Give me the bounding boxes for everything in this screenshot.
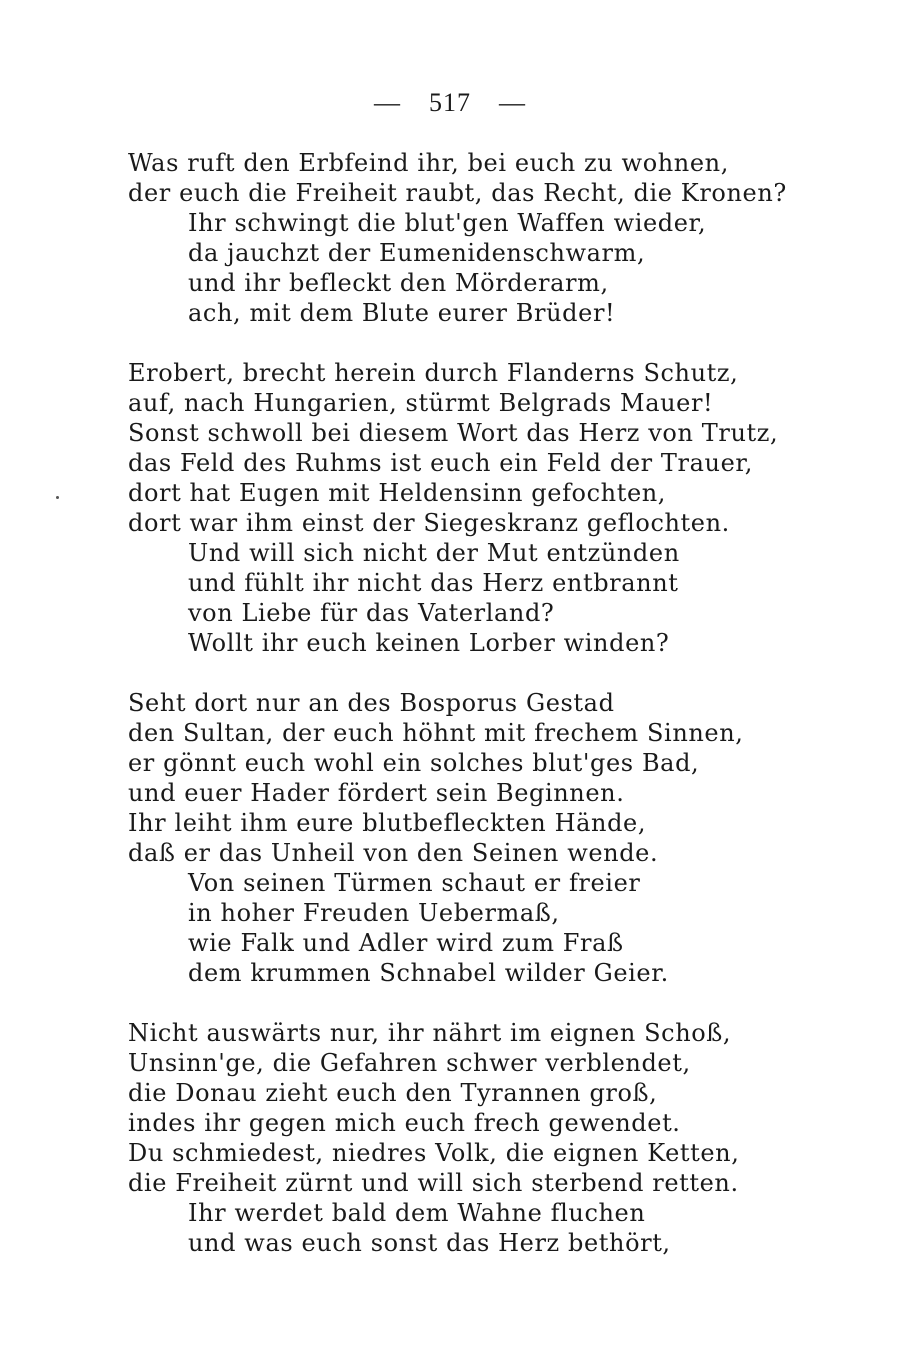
poem-body [128,148,788,1258]
verse-line: in hoher Freuden Uebermaß, [188,899,560,927]
verse-line: Du schmiedest, niedres Volk, die eignen Ketten, [128,1139,740,1167]
verse-line: da jauchzt der Eumenidenschwarm, [188,239,646,267]
verse-line: der euch die Freiheit raubt, das Recht, die Kronen? [128,179,787,207]
verse-line: Von seinen Türmen schaut er freier [188,869,641,897]
verse-line: ach, mit dem Blute eurer Brüder! [188,299,616,327]
verse-line: er gönnt euch wohl ein solches blut'ges Bad, [128,749,700,777]
verse-line: auf, nach Hungarien, stürmt Belgrads Mauer! [128,389,714,417]
verse-line: Ihr werdet bald dem Wahne fluchen [188,1199,646,1227]
verse-line: und was euch sonst das Herz bethört, [188,1229,671,1257]
verse-line: die Donau zieht euch den Tyrannen groß, [128,1079,658,1107]
verse-line: dort war ihm einst der Siegeskranz geflochten. [128,509,730,537]
page-number: 517 [429,88,471,117]
verse-line: und ihr befleckt den Mörderarm, [188,269,609,297]
verse-line: Unsinn'ge, die Gefahren schwer verblendet, [128,1049,691,1077]
dash-right: — [499,88,526,117]
page-number-header [0,88,900,118]
verse-line: Ihr leiht ihm eure blutbefleckten Hände, [128,809,647,837]
verse-line: und fühlt ihr nicht das Herz entbrannt [188,569,679,597]
verse-line: Und will sich nicht der Mut entzünden [188,539,680,567]
verse-line: Was ruft den Erbfeind ihr, bei euch zu wohnen, [128,149,729,177]
verse-line: dem krummen Schnabel wilder Geier. [188,959,669,987]
verse-line: von Liebe für das Vaterland? [188,599,555,627]
verse-line: Nicht auswärts nur, ihr nährt im eignen Schoß, [128,1019,732,1047]
verse-line: Ihr schwingt die blut'gen Waffen wieder, [188,209,707,237]
print-speck [56,496,59,499]
stanza-2 [128,358,788,658]
verse-line: indes ihr gegen mich euch frech gewendet. [128,1109,681,1137]
stanza-3 [128,688,788,988]
stanza-4 [128,1018,788,1258]
verse-line: Sonst schwoll bei diesem Wort das Herz von Trutz, [128,419,779,447]
verse-line: die Freiheit zürnt und will sich sterbend retten. [128,1169,739,1197]
stanza-1 [128,148,788,328]
verse-line: daß er das Unheil von den Seinen wende. [128,839,659,867]
verse-line: den Sultan, der euch höhnt mit frechem Sinnen, [128,719,744,747]
verse-line: das Feld des Ruhms ist euch ein Feld der Trauer, [128,449,754,477]
dash-left: — [374,88,401,117]
verse-line: Seht dort nur an des Bosporus Gestad [128,689,615,717]
verse-line: Erobert, brecht herein durch Flanderns Schutz, [128,359,739,387]
verse-line: wie Falk und Adler wird zum Fraß [188,929,624,957]
verse-line: Wollt ihr euch keinen Lorber winden? [188,629,670,657]
verse-line: dort hat Eugen mit Heldensinn gefochten, [128,479,667,507]
verse-line: und euer Hader fördert sein Beginnen. [128,779,625,807]
